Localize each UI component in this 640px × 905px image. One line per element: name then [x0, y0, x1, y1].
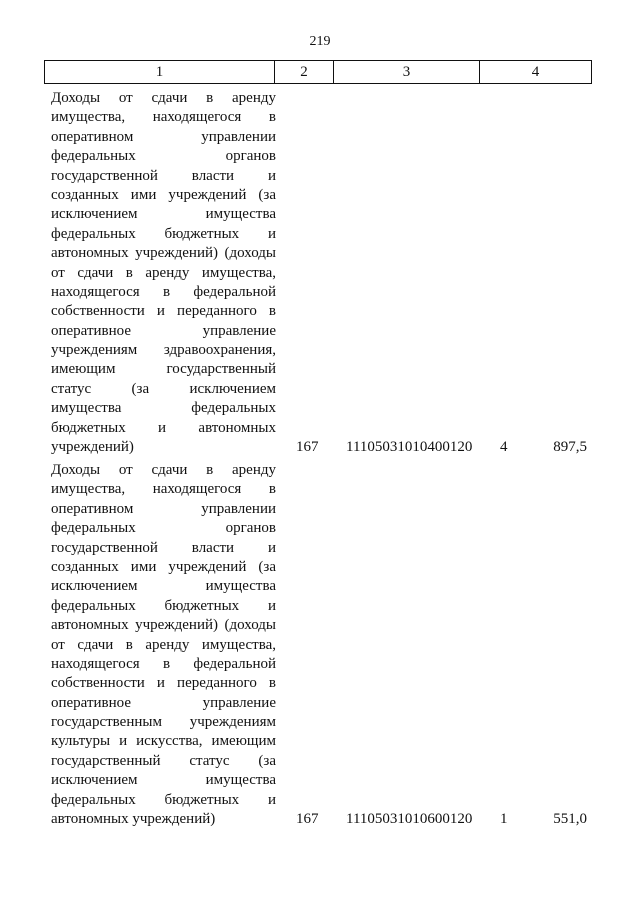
- description-line: автономных учреждений) (доходы: [51, 617, 276, 634]
- description-line: учреждений): [51, 439, 134, 456]
- row-amount: 1 551,0: [500, 811, 587, 828]
- header-col-2: 2: [275, 61, 334, 84]
- row-description: [51, 89, 276, 457]
- page-number: 219: [309, 34, 331, 49]
- description-line: учреждениям здравоохранения,: [51, 342, 276, 359]
- description-line: федеральных бюджетных и: [51, 791, 276, 808]
- description-line: Доходы от сдачи в аренду: [51, 462, 276, 478]
- description-line: федеральных органов: [51, 148, 276, 165]
- description-line: федеральных бюджетных и: [51, 225, 276, 242]
- header-col-1: 1: [45, 61, 275, 84]
- row-description: [51, 461, 276, 829]
- description-line: имущества федеральных: [51, 400, 276, 417]
- description-line: государственным учреждениям: [51, 714, 276, 731]
- description-line: федеральных бюджетных и: [51, 597, 276, 614]
- description-line: бюджетных и автономных: [51, 419, 276, 436]
- description-line: оперативном управлении: [51, 128, 276, 145]
- description-line: федеральных органов: [51, 520, 276, 537]
- description-line: от сдачи в аренду имущества,: [51, 264, 276, 281]
- description-line: находящегося в федеральной: [51, 283, 276, 300]
- description-line: собственности и переданного в: [51, 303, 276, 320]
- description-line: собственности и переданного в: [51, 675, 276, 692]
- description-line: оперативное управление: [51, 694, 276, 711]
- description-line: исключением имущества: [51, 206, 276, 223]
- header-col-4: 4: [480, 61, 592, 84]
- description-line: культуры и искусства, имеющим: [51, 733, 276, 750]
- row-amount: 4 897,5: [500, 439, 587, 456]
- description-line: имеющим государственный: [51, 361, 276, 378]
- header-col-3: 3: [334, 61, 480, 84]
- description-line: Доходы от сдачи в аренду: [51, 90, 276, 106]
- description-line: оперативное управление: [51, 322, 276, 339]
- description-line: государственной власти и: [51, 167, 276, 184]
- description-line: созданных ими учреждений (за: [51, 558, 276, 575]
- row-budget-code: 11105031010400120: [346, 439, 473, 456]
- description-line: от сдачи в аренду имущества,: [51, 636, 276, 653]
- description-line: созданных ими учреждений (за: [51, 186, 276, 203]
- description-line: имущества, находящегося в: [51, 109, 276, 126]
- description-line: находящегося в федеральной: [51, 655, 276, 672]
- table-header: [44, 60, 592, 84]
- row-budget-code: 11105031010600120: [346, 811, 473, 828]
- description-line: исключением имущества: [51, 578, 276, 595]
- row-admin-code: 167: [296, 811, 319, 828]
- description-line: имущества, находящегося в: [51, 481, 276, 498]
- row-admin-code: 167: [296, 439, 319, 456]
- description-line: исключением имущества: [51, 772, 276, 789]
- description-line: статус (за исключением: [51, 380, 276, 397]
- description-line: государственной власти и: [51, 539, 276, 556]
- description-line: автономных учреждений) (доходы: [51, 245, 276, 262]
- description-line: автономных учреждений): [51, 811, 216, 828]
- description-line: оперативном управлении: [51, 500, 276, 517]
- description-line: государственный статус (за: [51, 752, 276, 769]
